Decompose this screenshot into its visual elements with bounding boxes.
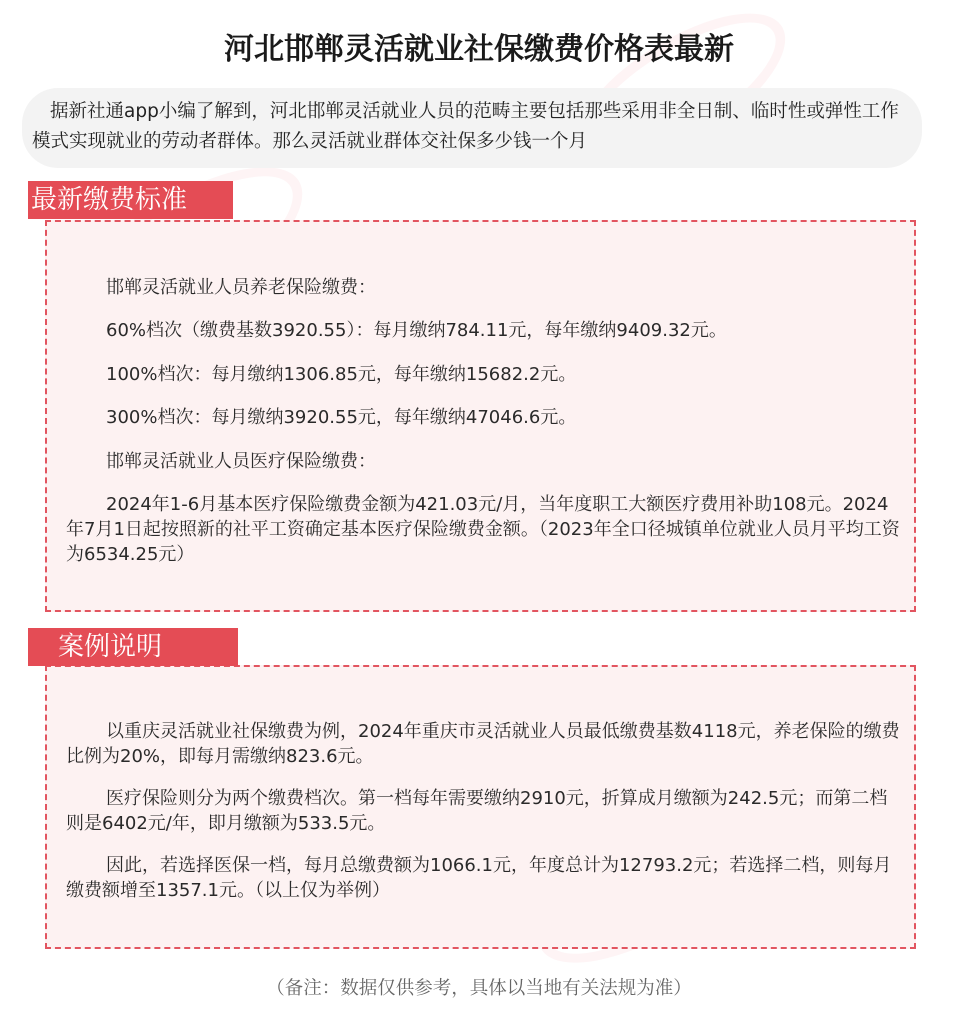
section-heading-case: 案例说明 — [28, 628, 238, 666]
case-paragraph: 以重庆灵活就业社保缴费为例，2024年重庆市灵活就业人员最低缴费基数4118元，养老保险的缴费比例为20%，即每月需缴纳823.6元。 — [66, 721, 900, 767]
page-title: 河北邯郸灵活就业社保缴费价格表最新 — [224, 32, 734, 67]
pension-tier-60: 60%档次（缴费基数3920.55）：每月缴纳784.11元，每年缴纳9409.32元。 — [106, 320, 727, 341]
footer-note: （备注：数据仅供参考，具体以当地有关法规为准） — [266, 978, 692, 999]
medical-heading: 邯郸灵活就业人员医疗保险缴费： — [106, 451, 376, 472]
medical-detail: 2024年1-6月基本医疗保险缴费金额为421.03元/月，当年度职工大额医疗费用补助108元。2024年7月1日起按照新的社平工资确定基本医疗保险缴费金额。（2023年全口径城镇单位就业人员月平均工资为6534.25元） — [66, 494, 900, 565]
pension-tier-100: 100%档次：每月缴纳1306.85元，每年缴纳15682.2元。 — [106, 364, 577, 385]
pension-heading: 邯郸灵活就业人员养老保险缴费： — [106, 277, 376, 298]
case-paragraph: 因此，若选择医保一档，每月总缴费额为1066.1元，年度总计为12793.2元；若选择二档，则每月缴费额增至1357.1元。（以上仅为举例） — [66, 855, 892, 901]
pension-tier-300: 300%档次：每月缴纳3920.55元，每年缴纳47046.6元。 — [106, 407, 577, 428]
case-paragraph: 医疗保险则分为两个缴费档次。第一档每年需要缴纳2910元，折算成月缴额为242.5元；而第二档则是6402元/年，即月缴额为533.5元。 — [66, 788, 888, 834]
intro-text: 据新社通app小编了解到，河北邯郸灵活就业人员的范畴主要包括那些采用非全日制、临时性或弹性工作模式实现就业的劳动者群体。那么灵活就业群体交社保多少钱一个月 — [32, 101, 899, 152]
section-heading-standards: 最新缴费标准 — [28, 181, 233, 219]
